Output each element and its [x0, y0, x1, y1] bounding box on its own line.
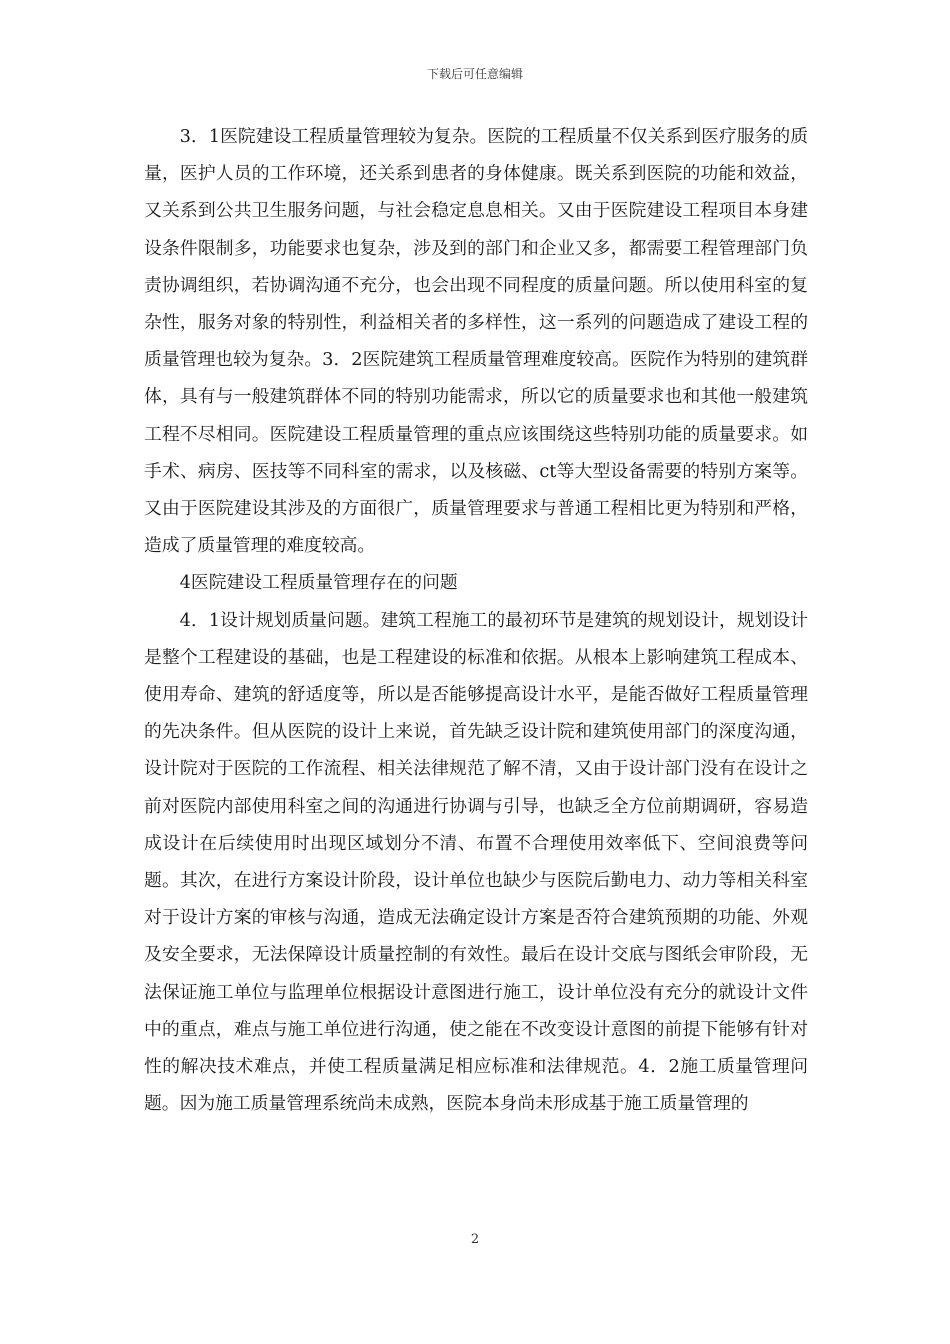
- paragraph-section-3: 3．1医院建设工程质量管理较为复杂。医院的工程质量不仅关系到医疗服务的质量，医护人员的工作环境，还关系到患者的身体健康。既关系到医院的功能和效益，又关系到公共卫生服务问题，与社会稳定息息相关。又由于医院建设工程项目本身建设条件限制多，功能要求也复杂，涉及到的部门和企业又多，都需要工程管理部门负责协调组织，若协调沟通不充分，也会出现不同程度的质量问题。所以使用科室的复杂性，服务对象的特别性，利益相关者的多样性，这一系列的问题造成了建设工程的质量管理也较为复杂。3．2医院建筑工程质量管理难度较高。医院作为特别的建筑群体，具有与一般建筑群体不同的特别功能需求，所以它的质量要求也和其他一般建筑工程不尽相同。医院建设工程质量管理的重点应该围绕这些特别功能的质量要求。如手术、病房、医技等不同科室的需求，以及核磁、ct等大型设备需要的特别方案等。又由于医院建设其涉及的方面很广，质量管理要求与普通工程相比更为特别和严格，造成了质量管理的难度较高。: [144, 126, 808, 557]
- paragraph-section-4-1: 4．1设计规划质量问题。建筑工程施工的最初环节是建筑的规划设计，规划设计是整个工程建设的基础，也是工程建设的标准和依据。从根本上影响建筑工程成本、使用寿命、建筑的舒适度等，所以是否能够提高设计水平，是能否做好工程质量管理的先决条件。但从医院的设计上来说，首先缺乏设计院和建筑使用部门的深度沟通，设计院对于医院的工作流程、相关法律规范了解不清，又由于设计部门没有在设计之前对医院内部使用科室之间的沟通进行协调与引导，也缺乏全方位前期调研，容易造成设计在后续使用时出现区域划分不清、布置不合理使用效率低下、空间浪费等问题。其次，在进行方案设计阶段，设计单位也缺少与医院后勤电力、动力等相关科室对于设计方案的审核与沟通，造成无法确定设计方案是否符合建筑预期的功能、外观及安全要求，无法保障设计质量控制的有效性。最后在设计交底与图纸会审阶段，无法保证施工单位与监理单位根据设计意图进行施工，设计单位没有充分的就设计文件中的重点，难点与施工单位进行沟通，使之能在不改变设计意图的前提下能够有针对性的解决技术难点，并使工程质量满足相应标准和法律规范。4．2施工质量管理问题。因为施工质量管理系统尚未成熟，医院本身尚未形成基于施工质量管理的: [144, 609, 808, 1115]
- document-body: [144, 118, 808, 1122]
- page-header: 下载后可任意编辑: [426, 67, 523, 81]
- section-heading-4: 4医院建设工程质量管理存在的问题: [179, 572, 458, 594]
- page-number: 2: [470, 1232, 480, 1247]
